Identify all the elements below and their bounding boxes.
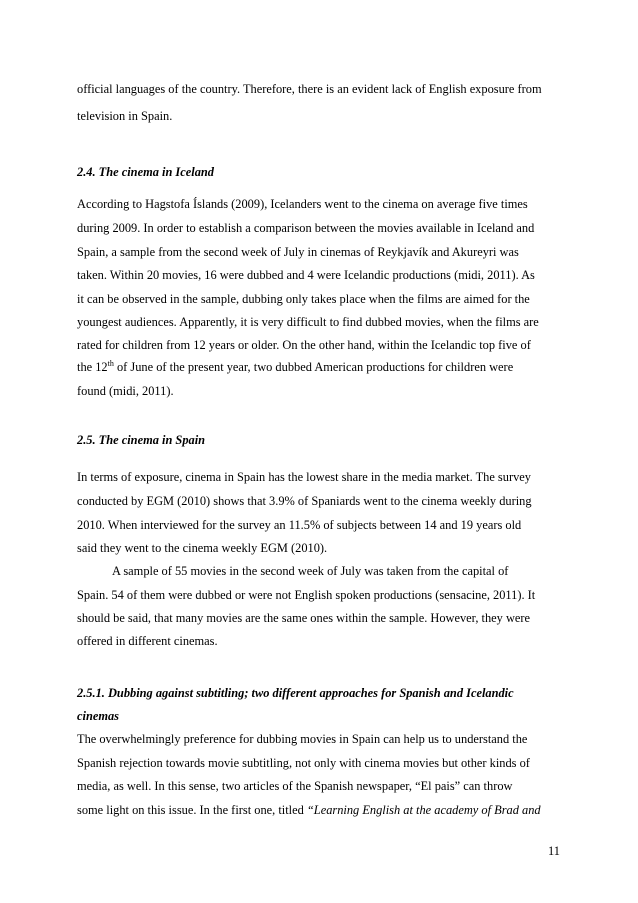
body-text-line: 2010. When interviewed for the survey an 11.5% of subjects between 14 and 19 years old — [77, 518, 522, 532]
body-text-line — [77, 803, 541, 818]
body-text-line: it can be observed in the sample, dubbing only takes place when the films are aimed for the — [77, 292, 530, 306]
body-text-line: offered in different cinemas. — [77, 634, 218, 648]
section-heading: 2.5. The cinema in Spain — [77, 433, 206, 447]
text-run: of June of the present year, two dubbed American productions for children were — [113, 360, 514, 374]
body-text-line: said they went to the cinema weekly EGM (2010). — [77, 541, 328, 555]
body-text-line: Spain, a sample from the second week of July in cinemas of Reykjavík and Akureyri was — [77, 245, 519, 259]
body-text-line: official languages of the country. Therefore, there is an evident lack of English exposure from — [77, 82, 542, 96]
body-text-line: Spain. 54 of them were dubbed or were not English spoken productions (sensacine, 2011). It — [77, 588, 536, 602]
text-run: the 12 — [77, 360, 108, 374]
text-run: some light on this issue. In the first one, titled — [77, 803, 307, 817]
body-text-line: The overwhelmingly preference for dubbing movies in Spain can help us to understand the — [77, 732, 528, 746]
section-heading-continued: cinemas — [77, 709, 119, 723]
body-text-line: Spanish rejection towards movie subtitling, not only with cinema movies but other kinds of — [77, 756, 530, 770]
page-number: 11 — [548, 844, 560, 858]
body-text-line: conducted by EGM (2010) shows that 3.9% of Spaniards went to the cinema weekly during — [77, 494, 532, 508]
body-text-line: A sample of 55 movies in the second week of July was taken from the capital of — [112, 564, 509, 578]
body-text-line: According to Hagstofa Íslands (2009), Icelanders went to the cinema on average five times — [77, 197, 528, 211]
body-text-line: youngest audiences. Apparently, it is very difficult to find dubbed movies, when the films are — [77, 315, 539, 329]
body-text-line: should be said, that many movies are the same ones within the sample. However, they were — [77, 611, 531, 625]
body-text-line: television in Spain. — [77, 109, 173, 123]
body-text-line: taken. Within 20 movies, 16 were dubbed and 4 were Icelandic productions (midi, 2011). As — [77, 268, 535, 282]
body-text-line: during 2009. In order to establish a comparison between the movies available in Iceland and — [77, 221, 535, 235]
section-heading: 2.5.1. Dubbing against subtitling; two different approaches for Spanish and Icelandic — [77, 686, 514, 700]
body-text-line: media, as well. In this sense, two articles of the Spanish newspaper, “El pais” can throw — [77, 779, 513, 793]
article-title: “Learning English at the academy of Brad and — [306, 803, 541, 817]
body-text-line — [77, 360, 513, 375]
section-heading: 2.4. The cinema in Iceland — [77, 165, 214, 179]
superscript-ordinal: th — [107, 358, 114, 368]
body-text-line: rated for children from 12 years or older. On the other hand, within the Icelandic top five of — [77, 338, 531, 352]
body-text-line: In terms of exposure, cinema in Spain has the lowest share in the media market. The survey — [77, 470, 531, 484]
body-text-line: found (midi, 2011). — [77, 384, 174, 398]
